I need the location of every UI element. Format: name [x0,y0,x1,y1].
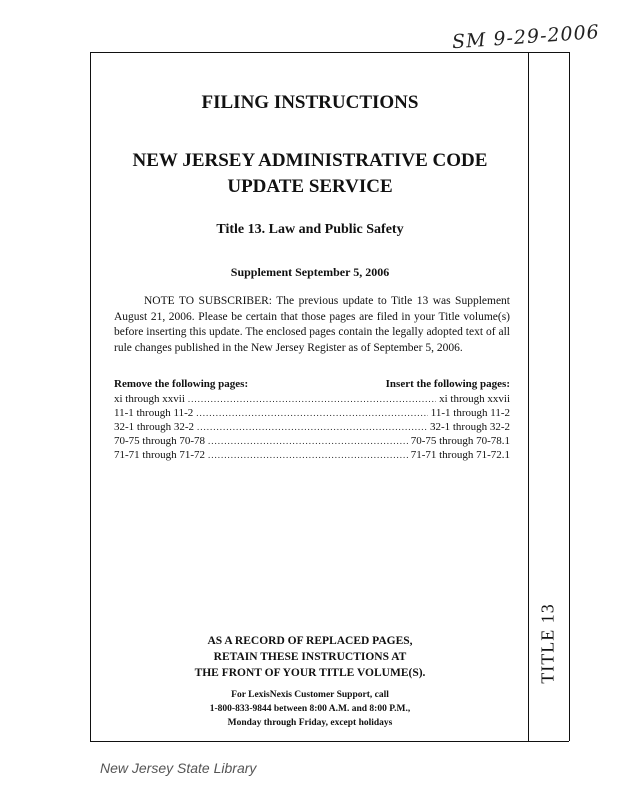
supplement-date: Supplement September 5, 2006 [230,265,390,279]
insert-pages: 71-71 through 71-72.1 [410,449,510,461]
remove-header: Remove the following pages: [114,378,249,390]
remove-pages: xi through xxvii [114,393,185,405]
support-line: For LexisNexis Customer Support, call [231,690,389,700]
record-notice [92,633,528,681]
dot-leader [208,450,408,460]
insert-pages: xi through xxvii [439,393,510,405]
side-tab [528,588,568,698]
service-title-line: NEW JERSEY ADMINISTRATIVE CODE [132,150,488,171]
page-row [114,435,510,449]
library-stamp: New Jersey State Library [100,760,257,776]
remove-pages: 71-71 through 71-72 [114,449,206,461]
record-line: AS A RECORD OF REPLACED PAGES, [207,635,413,647]
service-title [92,148,528,200]
support-line: 1-800-833-9844 between 8:00 A.M. and 8:00 P.M., [209,704,411,714]
handwritten-date-note: SM 9-29-2006 [451,21,601,54]
remove-pages: 32-1 through 32-2 [114,421,195,433]
insert-header: Insert the following pages: [385,378,510,390]
remove-pages: 70-75 through 70-78 [114,435,206,447]
record-line: RETAIN THESE INSTRUCTIONS AT [213,651,407,663]
dot-leader [197,422,427,432]
page-row [114,449,510,463]
insert-pages: 11-1 through 11-2 [430,407,510,419]
dot-leader [208,436,408,446]
page-heading: FILING INSTRUCTIONS [201,92,419,113]
customer-support [92,688,528,730]
service-title-line: UPDATE SERVICE [227,176,393,197]
title-line: Title 13. Law and Public Safety [216,222,404,237]
page-row [114,393,510,407]
side-tab-label: TITLE 13 [537,602,558,684]
insert-pages: 32-1 through 32-2 [429,421,510,433]
page-row [114,407,510,421]
insert-pages: 70-75 through 70-78.1 [410,435,510,447]
remove-pages: 11-1 through 11-2 [114,407,194,419]
dot-leader [196,408,428,418]
dot-leader [188,394,436,404]
support-line: Monday through Friday, except holidays [227,718,393,728]
page-row [114,421,510,435]
record-line: THE FRONT OF YOUR TITLE VOLUME(S). [194,667,426,679]
subscriber-note: NOTE TO SUBSCRIBER: The previous update to Title 13 was Supplement August 21, 2006. Please be certain that those pages are filed in your Title volume(s) before inserting this update. The enclosed pages contain the legally adopted text of all rule changes published in the New Jersey Register as of September 5, 2006. [114,295,510,354]
pages-table-header [114,378,510,393]
pages-table [114,378,510,463]
